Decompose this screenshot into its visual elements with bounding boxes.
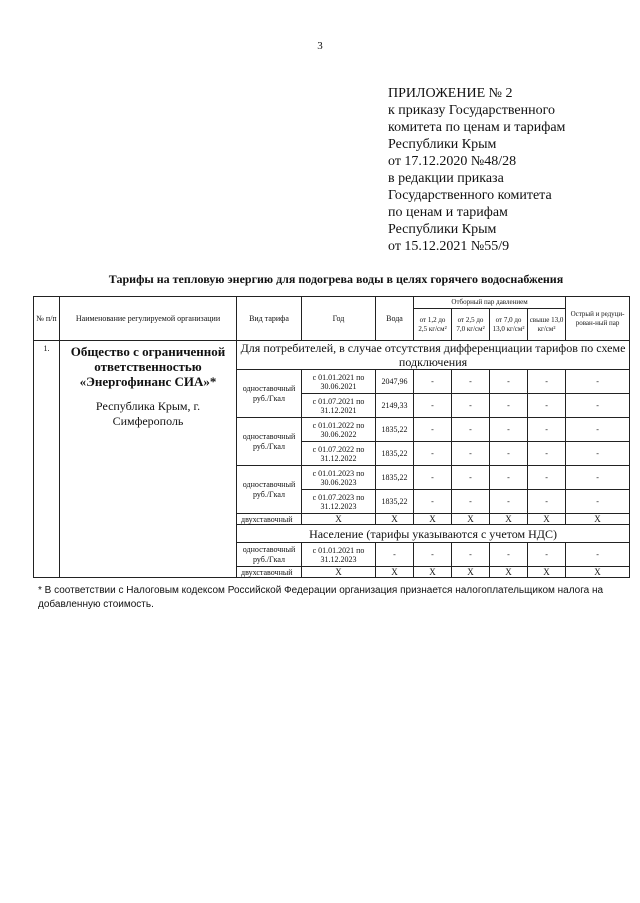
header-steam-group: Отборный пар давлением — [414, 297, 566, 309]
appendix-line: комитета по ценам и тарифам — [388, 120, 566, 135]
dash-cell: - — [528, 490, 566, 514]
x-cell: X — [302, 567, 376, 578]
period-cell: с 01.01.2021 по 30.06.2021 — [302, 370, 376, 394]
dash-cell: - — [414, 418, 452, 442]
tariff-type-cell: одноставочный руб./Гкал — [237, 543, 302, 567]
organization-cell — [60, 341, 237, 578]
dash-cell: - — [566, 490, 630, 514]
dash-cell: - — [452, 394, 490, 418]
x-cell: X — [490, 514, 528, 525]
appendix-line: Республики Крым — [388, 222, 497, 237]
x-cell: X — [414, 567, 452, 578]
dash-cell: - — [528, 442, 566, 466]
dash-cell: - — [490, 490, 528, 514]
x-cell: X — [376, 567, 414, 578]
header-steam-3: от 7,0 до 13,0 кг/см² — [490, 309, 528, 341]
x-cell: X — [414, 514, 452, 525]
header-year: Год — [302, 297, 376, 341]
dash-cell: - — [414, 466, 452, 490]
header-live-steam: Острый и редуци-рован-ный пар — [566, 297, 630, 341]
dash-cell: - — [528, 418, 566, 442]
appendix-line: по ценам и тарифам — [388, 205, 508, 220]
appendix-line: от 17.12.2020 №48/28 — [388, 154, 517, 169]
dash-cell: - — [452, 543, 490, 567]
period-cell: с 01.07.2021 по 31.12.2021 — [302, 394, 376, 418]
header-tariff-type: Вид тарифа — [237, 297, 302, 341]
x-cell: X — [452, 514, 490, 525]
dash-cell: - — [566, 418, 630, 442]
dash-cell: - — [414, 370, 452, 394]
period-cell: с 01.01.2023 по 30.06.2023 — [302, 466, 376, 490]
dash-cell: - — [528, 543, 566, 567]
dash-cell: - — [414, 543, 452, 567]
dash-cell: - — [528, 466, 566, 490]
tariff-type-cell: одноставочный руб./Гкал — [237, 466, 302, 514]
header-water: Вода — [376, 297, 414, 341]
dash-cell: - — [566, 466, 630, 490]
appendix-line: ПРИЛОЖЕНИЕ № 2 — [388, 86, 513, 101]
page-number: 3 — [317, 40, 323, 52]
x-cell: X — [566, 514, 630, 525]
x-cell: X — [528, 514, 566, 525]
dash-cell: - — [528, 394, 566, 418]
appendix-header — [388, 85, 628, 255]
period-cell: с 01.07.2023 по 31.12.2023 — [302, 490, 376, 514]
tariff-type-cell: одноставочный руб./Гкал — [237, 418, 302, 466]
water-value: 1835,22 — [376, 490, 414, 514]
section-row-consumers — [34, 341, 630, 370]
x-cell: X — [566, 567, 630, 578]
water-value: - — [376, 543, 414, 567]
header-steam-2: от 2,5 до 7,0 кг/см² — [452, 309, 490, 341]
dash-cell: - — [566, 370, 630, 394]
dash-cell: - — [490, 543, 528, 567]
water-value: 2047,96 — [376, 370, 414, 394]
dash-cell: - — [452, 418, 490, 442]
x-cell: X — [490, 567, 528, 578]
dash-cell: - — [566, 394, 630, 418]
tariff-type-cell: одноставочный руб./Гкал — [237, 370, 302, 418]
water-value: 1835,22 — [376, 466, 414, 490]
period-cell: с 01.01.2021 по 31.12.2023 — [302, 543, 376, 567]
dash-cell: - — [414, 490, 452, 514]
footnote: * В соответствии с Налоговым кодексом Российской Федерации организация признается налогоплательщиком налога на добавленную стоимость. — [38, 585, 604, 610]
dash-cell: - — [566, 442, 630, 466]
water-value: 1835,22 — [376, 418, 414, 442]
header-row — [34, 297, 630, 309]
dash-cell: - — [452, 466, 490, 490]
x-cell: X — [302, 514, 376, 525]
appendix-line: к приказу Государственного — [388, 103, 555, 118]
dash-cell: - — [490, 394, 528, 418]
period-cell: с 01.07.2022 по 31.12.2022 — [302, 442, 376, 466]
tariff-type-cell: двухставочный — [237, 514, 302, 525]
tariff-type-cell: двухставочный — [237, 567, 302, 578]
dash-cell: - — [528, 370, 566, 394]
appendix-line: в редакции приказа — [388, 171, 504, 186]
period-cell: с 01.01.2022 по 30.06.2022 — [302, 418, 376, 442]
organization-name: Общество с ограниченной ответственностью «Энергофинанс СИА»* — [70, 344, 226, 389]
row-number: 1. — [34, 341, 60, 578]
section-population: Население (тарифы указываются с учетом НДС) — [237, 525, 630, 543]
header-steam-1: от 1,2 до 2,5 кг/см² — [414, 309, 452, 341]
water-value: 1835,22 — [376, 442, 414, 466]
dash-cell: - — [490, 442, 528, 466]
x-cell: X — [452, 567, 490, 578]
water-value: 2149,33 — [376, 394, 414, 418]
dash-cell: - — [414, 442, 452, 466]
dash-cell: - — [452, 490, 490, 514]
document-title: Тарифы на тепловую энергию для подогрева воды в целях горячего водоснабжения — [108, 272, 564, 286]
dash-cell: - — [490, 466, 528, 490]
header-org: Наименование регулируемой организации — [60, 297, 237, 341]
section-consumers: Для потребителей, в случае отсутствия дифференциации тарифов по схеме подключения — [237, 341, 630, 370]
dash-cell: - — [566, 543, 630, 567]
tariff-table — [33, 296, 630, 578]
organization-address: Республика Крым, г. Симферополь — [95, 399, 201, 428]
appendix-line: от 15.12.2021 №55/9 — [388, 239, 510, 254]
header-steam-4: свыше 13,0 кг/см² — [528, 309, 566, 341]
x-cell: X — [528, 567, 566, 578]
dash-cell: - — [414, 394, 452, 418]
header-num: № п/п — [34, 297, 60, 341]
dash-cell: - — [490, 370, 528, 394]
appendix-line: Государственного комитета — [388, 188, 552, 203]
x-cell: X — [376, 514, 414, 525]
dash-cell: - — [452, 370, 490, 394]
dash-cell: - — [452, 442, 490, 466]
appendix-line: Республики Крым — [388, 137, 497, 152]
dash-cell: - — [490, 418, 528, 442]
